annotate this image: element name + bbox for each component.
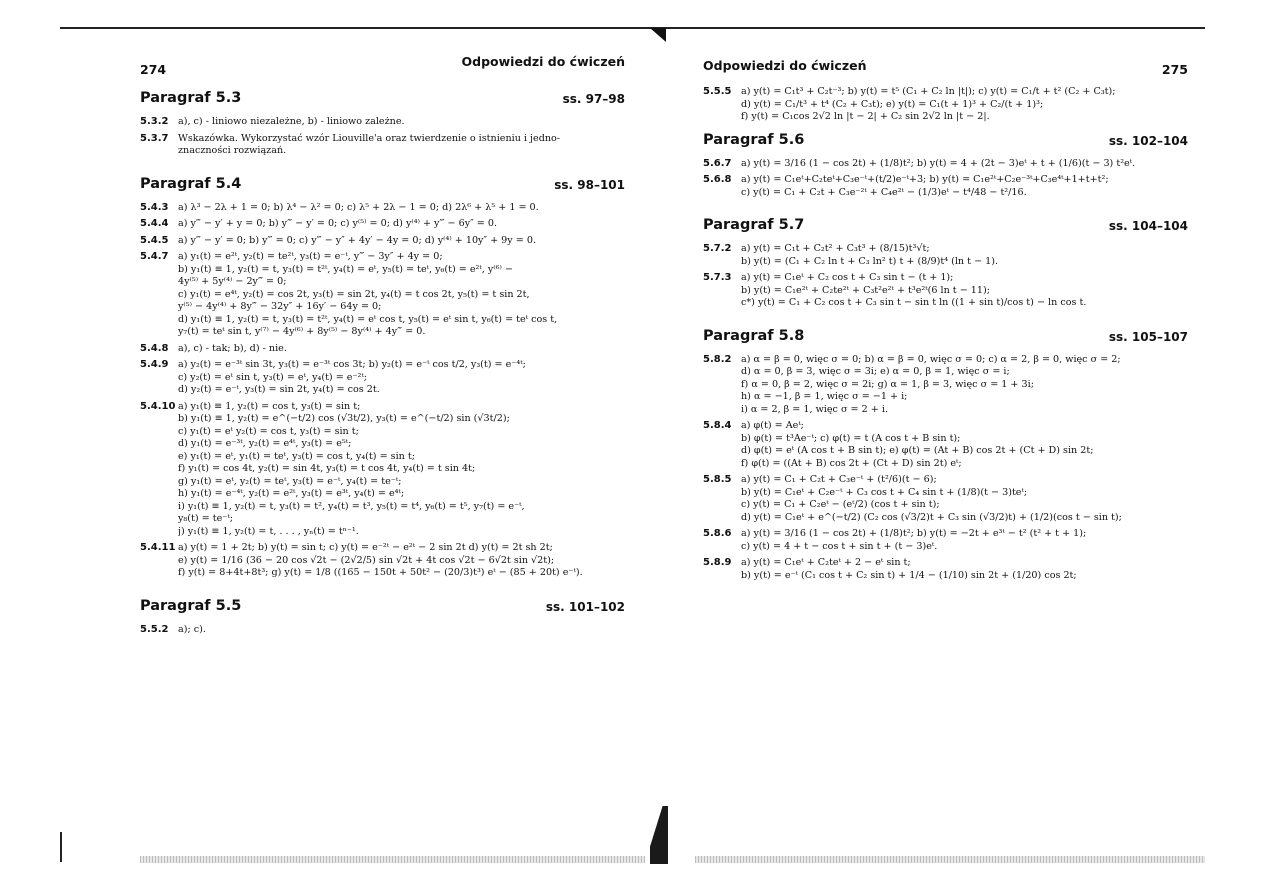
answer-line: a); c).	[178, 623, 206, 635]
exercise-number: 5.6.7	[703, 157, 732, 169]
exercise-number: 5.8.2	[703, 353, 732, 365]
answer-lines	[178, 251, 640, 339]
exercise-answer	[140, 133, 640, 158]
right-page	[703, 52, 1203, 592]
right-sections	[703, 132, 1203, 593]
answer-lines	[178, 202, 640, 215]
exercise-answer	[703, 557, 1203, 582]
answer-line: b) φ(t) = t³Ae⁻ᵗ; c) φ(t) = t (A cos t + B sin t);	[741, 432, 961, 444]
exercise-number: 5.4.10	[140, 400, 176, 412]
exercise-answer	[140, 359, 640, 397]
answer-lines	[741, 528, 1203, 553]
answer-lines	[741, 243, 1203, 268]
page-number: 275	[1161, 62, 1188, 77]
answer-line: e) y(t) = 1/16 (36 − 20 cos √2t − (2√2/5) sin √2t + 4t cos √2t − 6√2t sin √2t);	[178, 554, 555, 566]
answer-lines	[178, 218, 640, 231]
exercise-number: 5.3.2	[140, 116, 169, 127]
left-running-head	[140, 52, 640, 82]
answer-line: a) y(t) = C₁ + C₂t + C₃e⁻ᵗ + (t²/6)(t − 6);	[741, 474, 937, 485]
answer-line: a) λ³ − 2λ + 1 = 0; b) λ⁴ − λ² = 0; c) λ⁵ + 2λ − 1 = 0; d) 2λ⁶ + λ⁵ + 1 = 0.	[178, 201, 539, 213]
answer-line: e) y₁(t) = eᵗ, y₁(t) = teᵗ, y₃(t) = cos t, y₄(t) = sin t;	[178, 450, 415, 462]
exercise-answer	[703, 528, 1203, 553]
answer-line: a) y(t) = 1 + 2t; b) y(t) = sin t; c) y(t) = e⁻²ᵗ − e²ᵗ − 2 sin 2t d) y(t) = 2t sh 2t;	[178, 542, 553, 553]
section-gap	[140, 162, 640, 168]
exercise-number: 5.4.9	[140, 359, 169, 370]
answer-line: c) y₁(t) = eᵗ y₂(t) = cos t, y₃(t) = sin t;	[178, 425, 359, 437]
running-title: Odpowiedzi do ćwiczeń	[461, 54, 625, 69]
exercise-answer	[140, 401, 640, 539]
exercise-answer	[703, 272, 1203, 310]
section-heading	[140, 90, 640, 112]
answer-line: znaczności rozwiązań.	[178, 145, 287, 156]
left-page	[140, 52, 640, 646]
exercise-number: 5.4.11	[140, 542, 176, 553]
answer-line: c) y(t) = C₁ + C₂eᵗ − (eᵗ/2) (cos t + sin t);	[741, 499, 940, 510]
section-heading	[140, 176, 640, 198]
answer-lines	[178, 116, 640, 129]
answer-lines	[741, 420, 1203, 470]
top-rule	[60, 27, 1205, 29]
exercise-answer	[140, 116, 640, 129]
section-title: Paragraf 5.7	[703, 217, 805, 233]
section-gap	[703, 314, 1203, 320]
exercise-answer	[703, 86, 1203, 124]
exercise-number: 5.8.4	[703, 420, 732, 431]
exercise-answer	[703, 354, 1203, 417]
answer-line: d) y(t) = C₁eᵗ + e^(−t/2) (C₂ cos (√3/2)t + C₃ sin (√3/2)t) + (1/2)(cos t − sin t);	[741, 511, 1122, 523]
answer-line: c) y(t) = 4 + t − cos t + sin t + (t − 3)eᵗ.	[741, 540, 938, 552]
answer-lines	[741, 272, 1203, 310]
section-pages: ss. 98–101	[554, 177, 625, 192]
exercise-answer	[703, 420, 1203, 470]
answer-line: d) y₁(t) ≡ 1, y₂(t) = t, y₃(t) = t²ᵗ, y₄(t) = eᵗ cos t, y₅(t) = eᵗ sin t, y₆(t) = teᵗ cos t,	[178, 313, 558, 325]
answer-lines	[178, 624, 640, 637]
section-pages: ss. 102–104	[1108, 133, 1188, 148]
answer-line: d) y₂(t) = e⁻ᵗ, y₃(t) = sin 2t, y₄(t) = cos 2t.	[178, 384, 380, 395]
answer-line: a) y₂(t) = e⁻³ᵗ sin 3t, y₃(t) = e⁻³ᵗ cos 3t; b) y₂(t) = e⁻ᵗ cos t/2, y₃(t) = e⁻⁴ᵗ;	[178, 359, 526, 370]
page-bottom-shadow-left	[140, 856, 645, 863]
exercise-answer	[140, 624, 640, 637]
answer-line: b) y(t) = C₁eᵗ + C₂e⁻ᵗ + C₃ cos t + C₄ sin t + (1/8)(t − 3)teᵗ;	[741, 486, 1028, 498]
exercise-answer	[703, 174, 1203, 199]
answer-line: b) y(t) = (C₁ + C₂ ln t + C₃ ln² t) t + (8/9)t⁴ (ln t − 1).	[741, 255, 999, 267]
section-gap	[703, 203, 1203, 209]
answer-lines	[741, 174, 1203, 199]
answer-line: c) y(t) = C₁ + C₂t + C₃e⁻²ᵗ + C₄e²ᵗ − (1/3)eᵗ − t⁴/48 − t²/16.	[741, 186, 1027, 198]
exercise-answer	[703, 243, 1203, 268]
section-pages: ss. 105–107	[1108, 329, 1188, 344]
exercise-answer	[140, 218, 640, 231]
answer-line: a) φ(t) = Aeᵗ;	[741, 420, 804, 431]
answer-line: a) y(t) = 3/16 (1 − cos 2t) + (1/8)t²; b) y(t) = −2t + e³ᵗ − t² (t² + t + 1);	[741, 528, 1087, 539]
answer-line: d) φ(t) = eᵗ (A cos t + B sin t); e) φ(t) = (At + B) cos 2t + (Ct + D) sin 2t;	[741, 445, 1094, 456]
answer-line: y⁽⁵⁾ − 4y⁽⁴⁾ + 8y‴ − 32y″ + 16y′ − 64y = 0;	[178, 301, 382, 312]
exercise-number: 5.4.4	[140, 218, 169, 229]
section-gap	[140, 640, 640, 646]
answer-line: h) α = −1, β = 1, więc σ = −1 + i;	[741, 391, 908, 402]
answer-lines	[178, 542, 640, 580]
answer-line: f) y(t) = C₁cos 2√2 ln |t − 2| + C₂ sin 2√2 ln |t − 2|.	[741, 111, 990, 122]
left-edge-mark	[60, 832, 62, 862]
answer-line: a) y‴ − y′ = 0; b) y‴ = 0; c) y‴ − y″ + 4y′ − 4y = 0; d) y⁽⁴⁾ + 10y″ + 9y = 0.	[178, 234, 536, 246]
exercise-answer	[140, 343, 640, 356]
answer-line: d) α = 0, β = 3, więc σ = 3i; e) α = 0, β = 1, więc σ = i;	[741, 366, 1010, 377]
book-spine-shadow	[650, 806, 668, 864]
section-pages: ss. 101–102	[545, 599, 625, 614]
answer-line: d) y(t) = C₁/t³ + t⁴ (C₂ + C₃t); e) y(t) = C₁(t + 1)³ + C₂/(t + 1)³;	[741, 98, 1044, 110]
answer-line: b) y(t) = e⁻ᵗ (C₁ cos t + C₂ sin t) + 1/4 − (1/10) sin 2t + (1/20) cos 2t;	[741, 569, 1077, 581]
answer-lines	[178, 401, 640, 539]
answer-line: a) y₁(t) = e²ᵗ, y₂(t) = te²ᵗ, y₃(t) = e⁻ᵗ, y‴ − 3y″ + 4y = 0;	[178, 251, 443, 262]
answer-line: a) y(t) = C₁eᵗ + C₂ cos t + C₃ sin t − (t + 1);	[741, 272, 954, 283]
exercise-number: 5.5.2	[140, 623, 169, 635]
answer-lines	[741, 474, 1203, 524]
answer-lines	[741, 158, 1203, 171]
answer-line: f) y₁(t) = cos 4t, y₂(t) = sin 4t, y₃(t) = t cos 4t, y₄(t) = t sin 4t;	[178, 463, 476, 474]
answer-line: a) y(t) = C₁eᵗ+C₂teᵗ+C₃e⁻ᵗ+(t/2)e⁻ᵗ+3; b) y(t) = C₁e²ᵗ+C₂e⁻³ᵗ+C₃e⁴ᵗ+1+t+t²;	[741, 174, 1109, 185]
exercise-number: 5.6.8	[703, 174, 732, 185]
answer-line: a) α = β = 0, więc σ = 0; b) α = β = 0, więc σ = 0; c) α = 2, β = 0, więc σ = 2;	[741, 353, 1121, 365]
answer-line: 4y⁽⁵⁾ + 5y⁽⁴⁾ − 2y‴ = 0;	[178, 276, 287, 287]
page-number: 274	[140, 62, 167, 77]
left-sections	[140, 90, 640, 646]
answer-line: g) y₁(t) = eᵗ, y₂(t) = teᵗ, y₃(t) = e⁻ᵗ, y₄(t) = te⁻ᵗ;	[178, 475, 402, 487]
exercise-answer	[703, 158, 1203, 171]
section-gap	[140, 584, 640, 590]
right-intro	[703, 86, 1203, 124]
answer-line: a) y₁(t) ≡ 1, y₂(t) = cos t, y₃(t) = sin t;	[178, 400, 361, 412]
exercise-answer	[140, 235, 640, 248]
exercise-number: 5.8.5	[703, 474, 732, 485]
answer-line: b) y₁(t) ≡ 1, y₂(t) = t, y₃(t) = t²ᵗ, y₄(t) = eᵗ, y₅(t) = teᵗ, y₆(t) = e²ᵗ, y⁽⁶⁾ −	[178, 263, 513, 275]
section-title: Paragraf 5.8	[703, 327, 805, 344]
answer-line: y₇(t) = teᵗ sin t, y⁽⁷⁾ − 4y⁽⁶⁾ + 8y⁽⁵⁾ − 8y⁽⁴⁾ + 4y‴ = 0.	[178, 326, 426, 337]
exercise-answer	[140, 542, 640, 580]
exercise-number: 5.4.7	[140, 251, 169, 262]
answer-lines	[178, 235, 640, 248]
answer-line: y₈(t) = te⁻ᵗ;	[178, 513, 233, 524]
exercise-answer	[703, 474, 1203, 524]
answer-line: f) y(t) = 8+4t+8t³; g) y(t) = 1/8 ((165 − 150t + 50t² − (20/3)t³) eᵗ − (85 + 20t) e⁻ᵗ).	[178, 567, 583, 578]
answer-line: a) y(t) = 3/16 (1 − cos 2t) + (1/8)t²; b) y(t) = 4 + (2t − 3)eᵗ + t + (1/6)(t − 3) t²eᵗ.	[741, 157, 1136, 169]
answer-line: a) y(t) = C₁t + C₂t² + C₃t³ + (8/15)t³√t;	[741, 243, 930, 254]
answer-lines	[741, 354, 1203, 417]
exercise-number: 5.4.5	[140, 234, 169, 246]
answer-lines	[178, 343, 640, 356]
section-title: Paragraf 5.4	[140, 175, 242, 192]
fold-shadow	[650, 28, 666, 42]
right-running-head	[703, 52, 1203, 82]
answer-line: b) y₁(t) ≡ 1, y₂(t) = e^(−t/2) cos (√3t/2), y₃(t) = e^(−t/2) sin (√3t/2);	[178, 413, 510, 424]
answer-lines	[741, 557, 1203, 582]
answer-line: a) y(t) = C₁eᵗ + C₂teᵗ + 2 − eᵗ sin t;	[741, 557, 911, 568]
answer-line: i) α = 2, β = 1, więc σ = 2 + i.	[741, 403, 888, 415]
exercise-answer	[140, 202, 640, 215]
running-title: Odpowiedzi do ćwiczeń	[703, 58, 867, 73]
exercise-number: 5.7.3	[703, 272, 732, 283]
section-title: Paragraf 5.6	[703, 131, 805, 148]
answer-line: i) y₁(t) ≡ 1, y₂(t) = t, y₃(t) = t², y₄(t) = t³, y₅(t) = t⁴, y₆(t) = t⁵, y₇(t) = e⁻ᵗ,	[178, 500, 525, 512]
section-heading	[703, 328, 1203, 350]
section-heading	[703, 132, 1203, 154]
answer-line: c*) y(t) = C₁ + C₂ cos t + C₃ sin t − sin t ln ((1 + sin t)/cos t) − ln cos t.	[741, 297, 1087, 308]
answer-lines	[178, 359, 640, 397]
answer-line: f) α = 0, β = 2, więc σ = 2i; g) α = 1, β = 3, więc σ = 1 + 3i;	[741, 378, 1034, 390]
answer-line: a) y‴ − y′ + y = 0; b) y‴ − y′ = 0; c) y⁽⁵⁾ = 0; d) y⁽⁴⁾ + y‴ − 6y″ = 0.	[178, 218, 498, 229]
section-pages: ss. 104–104	[1108, 219, 1188, 233]
answer-line: j) y₁(t) ≡ 1, y₂(t) = t, . . . , yₙ(t) = tⁿ⁻¹.	[178, 525, 359, 537]
answer-line: Wskazówka. Wykorzystać wzór Liouville'a oraz twierdzenie o istnieniu i jedno-	[178, 132, 561, 144]
section-heading	[140, 598, 640, 620]
answer-line: d) y₁(t) = e⁻³ᵗ, y₂(t) = e⁴ᵗ, y₃(t) = e⁵ᵗ;	[178, 438, 352, 449]
answer-line: c) y₁(t) = e⁴ᵗ, y₂(t) = cos 2t, y₃(t) = sin 2t, y₄(t) = t cos 2t, y₅(t) = t sin 2t,	[178, 288, 530, 300]
section-title: Paragraf 5.3	[140, 90, 242, 106]
exercise-number: 5.3.7	[140, 132, 169, 144]
answer-lines	[178, 133, 640, 158]
answer-line: a), c) - liniowo niezależne, b) - liniowo zależne.	[178, 116, 405, 127]
exercise-number: 5.8.9	[703, 557, 732, 568]
section-heading	[703, 217, 1203, 239]
section-gap	[703, 586, 1203, 592]
answer-line: f) φ(t) = ((At + B) cos 2t + (Ct + D) sin 2t) eᵗ;	[741, 457, 962, 469]
exercise-number: 5.4.3	[140, 201, 169, 213]
exercise-number: 5.7.2	[703, 243, 732, 254]
exercise-number: 5.8.6	[703, 528, 732, 539]
answer-line: h) y₁(t) = e⁻⁴ᵗ, y₂(t) = e²ᵗ, y₃(t) = e³ᵗ, y₄(t) = e⁴ᵗ;	[178, 488, 405, 499]
section-pages: ss. 97–98	[562, 92, 625, 106]
answer-line: c) y₂(t) = eᵗ sin t, y₃(t) = eᵗ, y₄(t) = e⁻²ᵗ;	[178, 371, 367, 383]
answer-line: a) y(t) = C₁t³ + C₂t⁻³; b) y(t) = t⁵ (C₁ + C₂ ln |t|); c) y(t) = C₁/t + t² (C₂ + C₃t);	[741, 86, 1116, 97]
answer-line: a), c) - tak; b), d) - nie.	[178, 342, 287, 354]
answer-line: b) y(t) = C₁e²ᵗ + C₂te²ᵗ + C₃t²e²ᵗ + t³e²ᵗ(6 ln t − 11);	[741, 284, 990, 296]
section-title: Paragraf 5.5	[140, 597, 242, 614]
exercise-answer	[140, 251, 640, 339]
exercise-number: 5.5.5	[703, 86, 732, 97]
page-bottom-shadow-right	[695, 856, 1205, 863]
answer-lines	[741, 86, 1203, 124]
exercise-number: 5.4.8	[140, 342, 169, 354]
